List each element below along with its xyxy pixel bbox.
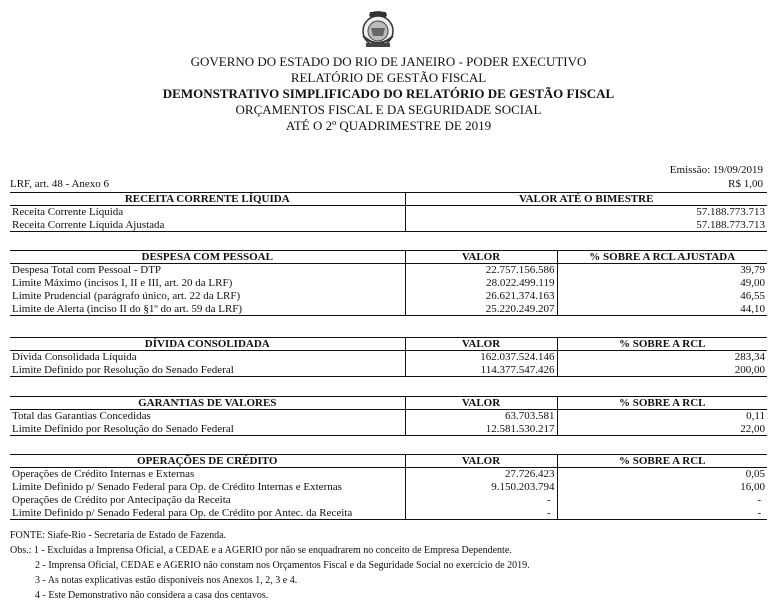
row-label: Limite Prudencial (parágrafo único, art. 22 da LRF) — [12, 290, 241, 302]
table-row — [10, 507, 767, 520]
divida-table — [10, 337, 767, 377]
row-value: 27.726.423 — [405, 468, 557, 481]
header-budgets: ORÇAMENTOS FISCAL E DA SEGURIDADE SOCIAL — [235, 102, 542, 117]
currency-unit: R$ 1,00 — [728, 178, 763, 190]
report-header — [0, 54, 777, 134]
row-label: Operações de Crédito por Antecipação da Receita — [12, 494, 231, 506]
table-row — [10, 264, 767, 277]
row-label: Dívida Consolidada Líquida — [12, 351, 137, 364]
row-pct: 283,34 — [557, 351, 767, 364]
row-value: 114.377.547.426 — [405, 364, 557, 377]
table-row — [10, 364, 767, 377]
header-report-type: RELATÓRIO DE GESTÃO FISCAL — [290, 70, 487, 85]
row-pct: 16,00 — [557, 481, 767, 494]
table-row — [10, 303, 767, 316]
despesa-header-value: VALOR — [405, 251, 557, 264]
row-value: 26.621.374.163 — [405, 290, 557, 303]
table-row — [10, 219, 767, 232]
row-pct: 0,11 — [557, 410, 767, 423]
footer-source: FONTE: Siafe-Rio - Secretaria de Estado de Fazenda. — [10, 530, 227, 541]
row-value: 12.581.530.217 — [405, 423, 557, 436]
divida-header-pct: % SOBRE A RCL — [557, 338, 767, 351]
row-label: Receita Corrente Líquida — [12, 206, 124, 219]
row-label: Receita Corrente Líquida Ajustada — [10, 219, 405, 232]
row-label: Limite Definido por Resolução do Senado Federal — [10, 423, 405, 436]
table-row — [10, 206, 767, 219]
table-row — [10, 290, 767, 303]
despesa-table — [10, 250, 767, 316]
receita-table — [10, 192, 767, 232]
row-value: 28.022.499.119 — [405, 277, 557, 290]
table-row — [10, 277, 767, 290]
row-label: Limite de Alerta (inciso II do §1º do art. 59 da LRF) — [10, 303, 405, 316]
row-pct: 0,05 — [557, 468, 767, 481]
footer-note-1: Obs.: 1 - Excluídas a Imprensa Oficial, a CEDAE e a AGERIO por não se enquadrarem no conceito de Empresa Dependente. — [10, 545, 512, 556]
row-pct: 22,00 — [557, 423, 767, 436]
row-value: 57.188.773.713 — [405, 219, 767, 232]
table-row — [10, 423, 767, 436]
row-pct: - — [557, 507, 767, 520]
garantias-header-pct: % SOBRE A RCL — [557, 397, 767, 410]
garantias-table — [10, 396, 767, 436]
row-label: Limite Definido p/ Senado Federal para Op. de Crédito por Antec. da Receita — [10, 507, 405, 520]
row-pct: 44,10 — [557, 303, 767, 316]
row-value: 57.188.773.713 — [405, 206, 767, 219]
despesa-header-pct: % SOBRE A RCL AJUSTADA — [557, 251, 767, 264]
header-period: ATÉ O 2º QUADRIMESTRE DE 2019 — [285, 118, 492, 133]
row-value: - — [405, 507, 557, 520]
footer-note-3: 3 - As notas explicativas estão disponíveis nos Anexos 1, 2, 3 e 4. — [35, 575, 298, 586]
footer-notes — [10, 528, 530, 603]
table-row — [10, 494, 767, 507]
row-label: Operações de Crédito Internas e Externas — [12, 468, 195, 481]
state-coat-of-arms-icon — [358, 6, 398, 50]
emission-date: Emissão: 19/09/2019 — [669, 164, 763, 176]
row-value: 162.037.524.146 — [405, 351, 557, 364]
row-value: 22.757.156.586 — [405, 264, 557, 277]
operacoes-header-label: OPERAÇÕES DE CRÉDITO — [10, 455, 405, 468]
lrf-reference: LRF, art. 48 - Anexo 6 — [10, 178, 110, 190]
table-row — [10, 468, 767, 481]
operacoes-header-pct: % SOBRE A RCL — [557, 455, 767, 468]
header-title: DEMONSTRATIVO SIMPLIFICADO DO RELATÓRIO DE GESTÃO FISCAL — [162, 86, 615, 101]
row-label: Limite Definido p/ Senado Federal para Op. de Crédito Internas e Externas — [12, 481, 342, 493]
divida-header-label: DÍVIDA CONSOLIDADA — [10, 338, 405, 351]
receita-header-value: VALOR ATÉ O BIMESTRE — [405, 193, 767, 206]
garantias-header-value: VALOR — [405, 397, 557, 410]
receita-header-label: RECEITA CORRENTE LÍQUIDA — [10, 193, 405, 206]
garantias-header-label: GARANTIAS DE VALORES — [10, 397, 405, 410]
row-pct: 46,55 — [557, 290, 767, 303]
footer-note-2: 2 - Imprensa Oficial, CEDAE e AGERIO não constam nos Orçamentos Fiscal e da Seguridade Social no exercício de 2019. — [35, 560, 530, 571]
row-label: Despesa Total com Pessoal - DTP — [12, 264, 162, 277]
table-row — [10, 351, 767, 364]
divida-header-value: VALOR — [405, 338, 557, 351]
row-value: 9.150.203.794 — [405, 481, 557, 494]
footer-note-4: 4 - Este Demonstrativo não considera a casa dos centavos. — [35, 590, 269, 601]
despesa-header-label: DESPESA COM PESSOAL — [10, 251, 405, 264]
row-pct: 49,00 — [557, 277, 767, 290]
row-pct: 39,79 — [557, 264, 767, 277]
row-pct: - — [557, 494, 767, 507]
row-value: 25.220.249.207 — [405, 303, 557, 316]
row-label: Limite Máximo (incisos I, II e III, art. 20 da LRF) — [12, 277, 233, 289]
operacoes-table — [10, 454, 767, 520]
row-value: 63.703.581 — [405, 410, 557, 423]
table-row — [10, 481, 767, 494]
header-government: GOVERNO DO ESTADO DO RIO DE JANEIRO - PODER EXECUTIVO — [190, 54, 587, 69]
operacoes-header-value: VALOR — [405, 455, 557, 468]
row-pct: 200,00 — [557, 364, 767, 377]
row-label: Limite Definido por Resolução do Senado Federal — [10, 364, 405, 377]
table-row — [10, 410, 767, 423]
row-value: - — [405, 494, 557, 507]
row-label: Total das Garantias Concedidas — [12, 410, 151, 423]
